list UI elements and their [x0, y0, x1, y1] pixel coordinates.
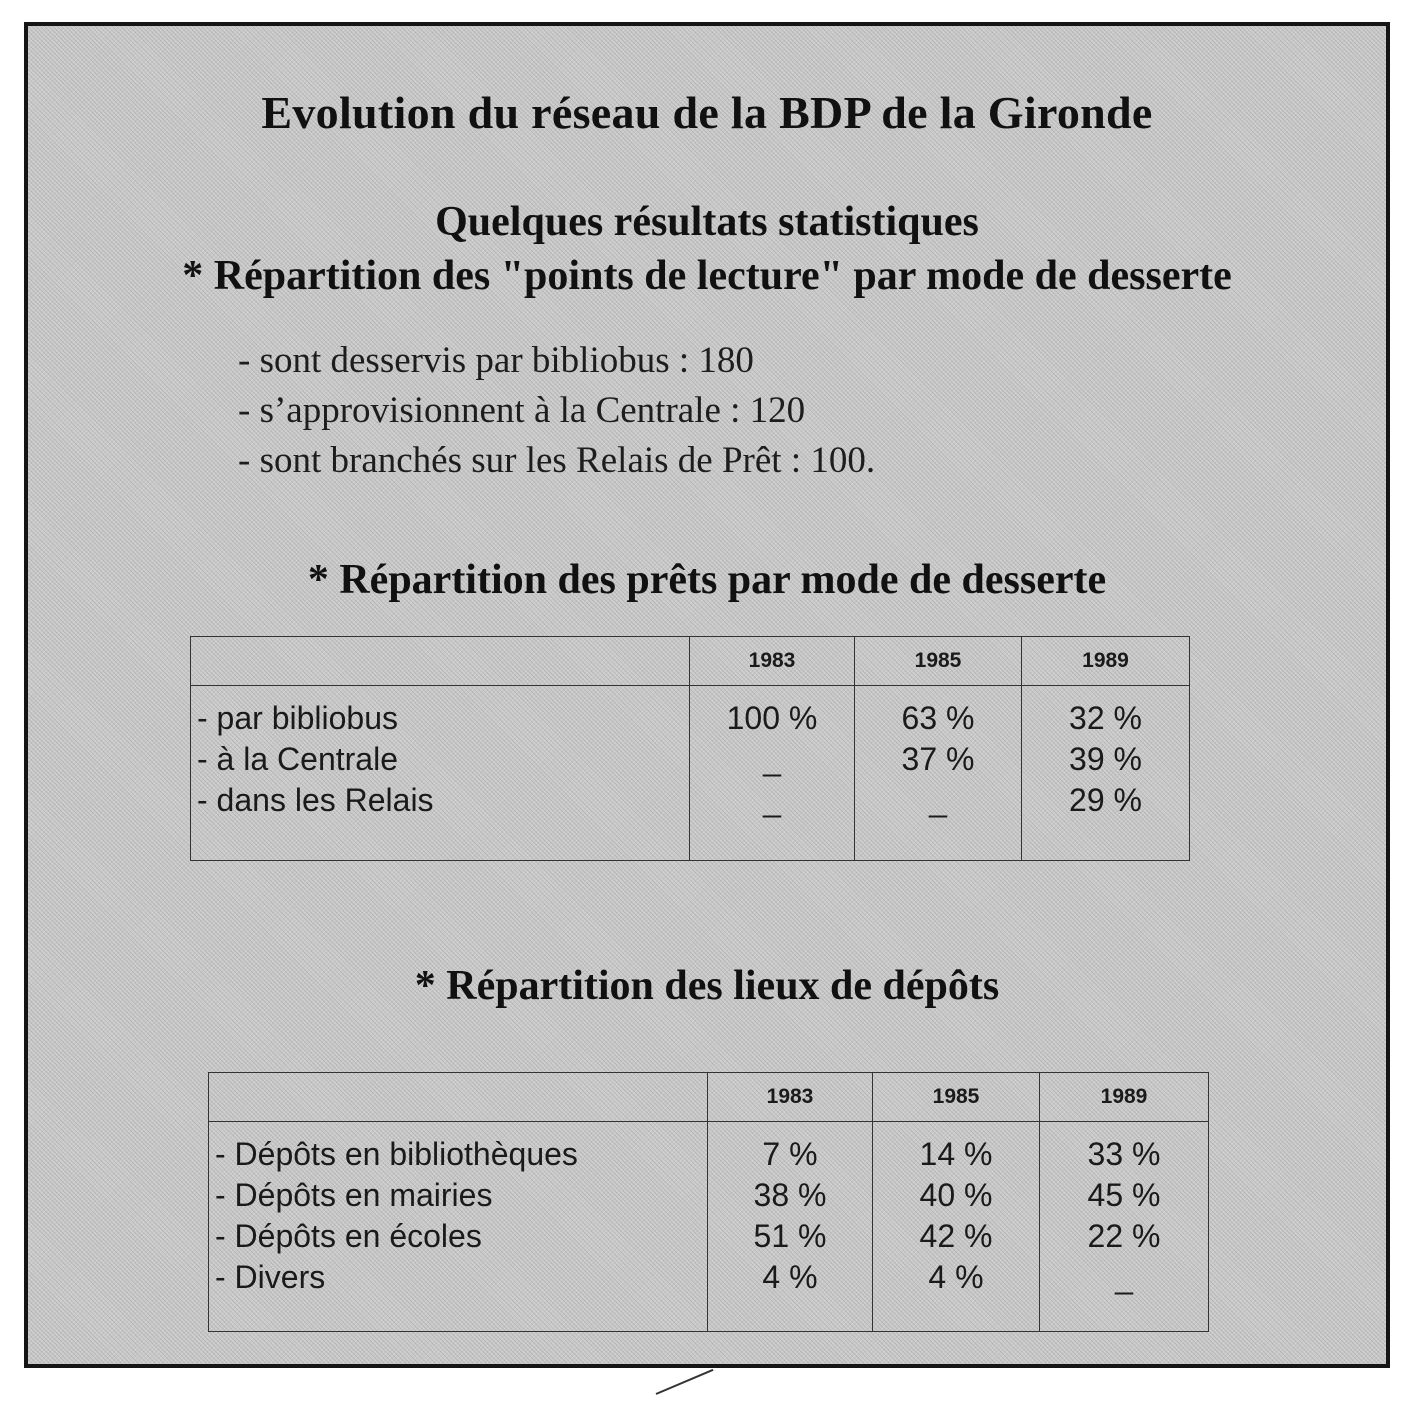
table-cell: 100 %: [726, 700, 818, 736]
loans-table: [190, 636, 1190, 861]
table-header-cell: 1985: [855, 637, 1022, 686]
table-cell: 37 %: [901, 741, 975, 777]
table-cell: 63 %: [901, 700, 975, 736]
section-points-heading: * Répartition des "points de lecture" par mode de desserte: [182, 253, 1232, 299]
column-1989-cell: [1022, 686, 1190, 861]
row-label: - dans les Relais: [197, 782, 434, 818]
row-label: - Divers: [215, 1259, 326, 1295]
list-item: - sont branchés sur les Relais de Prêt : 100.: [238, 440, 876, 481]
column-1989-cell: [1040, 1122, 1209, 1332]
row-label: - Dépôts en bibliothèques: [215, 1136, 578, 1172]
table-cell: 33 %: [1087, 1136, 1161, 1172]
table-cell: _: [929, 782, 947, 818]
table-cell: _: [763, 782, 781, 818]
deposits-table: [208, 1072, 1209, 1332]
row-label: - par bibliobus: [197, 700, 398, 736]
column-1985-cell: [855, 686, 1022, 861]
list-item: - s’approvisionnent à la Centrale : 120: [238, 390, 806, 431]
table-header-cell: [191, 637, 690, 686]
table-body-row: [209, 1122, 1209, 1332]
column-1983-cell: [690, 686, 855, 861]
table-cell: 29 %: [1069, 782, 1142, 818]
table-header-row: [209, 1073, 1209, 1122]
document-panel: [24, 22, 1390, 1368]
table-cell: 4 %: [928, 1259, 984, 1295]
table-header-cell: 1985: [873, 1073, 1040, 1122]
row-labels-cell: [191, 686, 690, 861]
table-cell: 4 %: [762, 1259, 818, 1295]
pen-stroke-mark: [656, 1369, 714, 1395]
section-loans-heading: * Répartition des prêts par mode de desserte: [307, 557, 1107, 603]
table-header-cell: 1989: [1040, 1073, 1209, 1122]
table-cell: 22 %: [1087, 1218, 1161, 1254]
column-1985-cell: [873, 1122, 1040, 1332]
table-header-row: [191, 637, 1190, 686]
table-cell: 45 %: [1087, 1177, 1161, 1213]
table-cell: 40 %: [919, 1177, 993, 1213]
column-1983-cell: [708, 1122, 873, 1332]
table-cell: 42 %: [919, 1218, 993, 1254]
table-cell: 39 %: [1069, 741, 1142, 777]
row-label: - Dépôts en écoles: [215, 1218, 482, 1254]
table-cell: _: [763, 741, 781, 777]
table-cell: _: [1115, 1259, 1133, 1295]
table-cell: 51 %: [753, 1218, 827, 1254]
table-header-cell: 1983: [690, 637, 855, 686]
table-body-row: [191, 686, 1190, 861]
table-cell: 14 %: [919, 1136, 993, 1172]
document-title: Evolution du réseau de la BDP de la Gironde: [261, 87, 1153, 138]
list-item: - sont desservis par bibliobus : 180: [238, 340, 754, 381]
points-list: [238, 336, 875, 486]
table-header-cell: 1983: [708, 1073, 873, 1122]
row-label: - Dépôts en mairies: [215, 1177, 493, 1213]
row-labels-cell: [209, 1122, 708, 1332]
document-subtitle: Quelques résultats statistiques: [435, 199, 979, 245]
row-label: - à la Centrale: [197, 741, 398, 777]
table-cell: 7 %: [762, 1136, 818, 1172]
table-header-cell: [209, 1073, 708, 1122]
table-header-cell: 1989: [1022, 637, 1190, 686]
table-cell: 38 %: [753, 1177, 827, 1213]
section-deposits-heading: * Répartition des lieux de dépôts: [414, 963, 1000, 1009]
table-cell: 32 %: [1069, 700, 1142, 736]
